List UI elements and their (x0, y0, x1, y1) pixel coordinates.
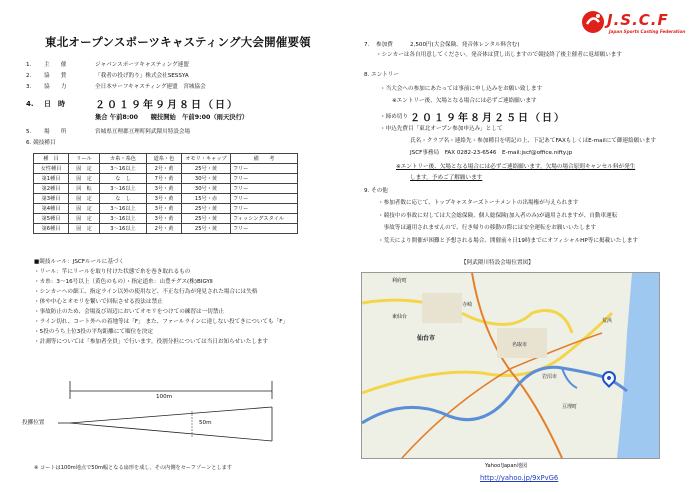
map-place: 荒浜 (602, 318, 613, 324)
map-title: 【阿武隈川特設会場位置図】 (461, 260, 534, 266)
item-3-label: 協 力 (44, 84, 67, 90)
logo-subtitle: Japan Sports Casting Federation (609, 29, 686, 34)
cell: フリー (231, 194, 298, 204)
cell: フィッシングスタイル (231, 214, 298, 224)
event-schedule: 集合 午前8:00 競技開始 午前9:00（雨天決行） (95, 114, 249, 121)
cell: フリー (231, 184, 298, 194)
cell: 15号・赤 (182, 194, 231, 204)
rules-title: ■競技ルール：JSCFルールに基づく (34, 259, 125, 265)
table-row (34, 194, 298, 204)
item-3-value: 全日本サーフキャスティング連盟 宮城協会 (95, 84, 206, 90)
event-date: ２０１９年９月８日（日） (95, 100, 239, 111)
cell: 固 定 (69, 194, 100, 204)
cell: 固 定 (69, 214, 100, 224)
cell: 3～16以上 (100, 214, 147, 224)
date-num: 4. (26, 100, 34, 108)
map-place: 寺崎 (462, 302, 473, 308)
map-link[interactable]: http://yahoo.jp/9xPvG6 (480, 474, 559, 482)
cell: 回 転 (69, 184, 100, 194)
rule-item: ・計測等については「参加者全員」で行います。役割分担については当日お知らせいたします (34, 339, 269, 345)
other-note: ・荒天により開催が困難と予想される場合、開催前々日19時までにオフィシャルHP等に掲載いたします (378, 238, 639, 244)
cell: な し (100, 174, 147, 184)
entry-note: ・当大会への参加にあたっては事前に申し込みをお願い致します (380, 86, 543, 92)
cell: 3号・黄 (147, 184, 182, 194)
table-row (34, 174, 298, 184)
cell: フリー (231, 174, 298, 184)
map-place: 仙台市 (417, 335, 436, 342)
rule-item: ・シンカーへの細工、指定ライン以外の使用など、不正な行為が発見された場合には失格 (34, 289, 258, 295)
cell: 2号・黄 (147, 164, 182, 174)
cell: 固 定 (69, 204, 100, 214)
cell: 第1種目 (34, 174, 69, 184)
table-row (34, 224, 298, 234)
jscf-logo (579, 8, 691, 42)
cell: 3～16以上 (100, 224, 147, 234)
events-heading: 6. 競技種目 (26, 140, 56, 146)
cell: 3～16以上 (100, 164, 147, 174)
apply-line: 氏名・クラブ名・連絡先・参加種目を明記の上、下記あてFAXもしくはE-mailにて御連絡願います (410, 138, 657, 144)
item-3-num: 3. (26, 84, 32, 90)
page-title: 東北オープンスポーツキャスティング大会開催要領 (45, 35, 311, 49)
cell: 25号・黄 (182, 164, 231, 174)
cell: 女性種目 (34, 164, 69, 174)
cancel-note: ※エントリー後、欠場となる場合には必ずご連絡願います。欠場の場合原則キャンセル料が発生 (396, 164, 636, 170)
th-event: 種 目 (34, 154, 69, 164)
th-line: 道糸・色 (147, 154, 182, 164)
cell: 7号・黄 (147, 174, 182, 184)
item-2-num: 2. (26, 73, 32, 79)
cell: 第3種目 (34, 194, 69, 204)
cancel-note: します。予めご了解願います (410, 175, 483, 181)
deadline-label: ・締め切り (380, 114, 408, 120)
rule-item: ・5投のうち上位3投の平均距離にて順位を決定 (34, 329, 153, 335)
entry-note: ※エントリー後、欠場となる場合には必ずご連絡願います (392, 98, 537, 104)
date-label: 日 時 (44, 100, 65, 108)
item-2-label: 協 賛 (44, 73, 67, 79)
fee-value: 2,500円(大会保険、発音体レンタル料含む) (410, 42, 520, 48)
map-place: 亘理町 (562, 404, 578, 410)
apply-heading: ・申込先費目「東北オープン参加申込み」として (380, 126, 503, 132)
logo-text: J.S.C.F (607, 11, 669, 29)
table-row (34, 214, 298, 224)
map-caption: Yahoo!Japan地図 (485, 463, 528, 469)
cell: 第5種目 (34, 214, 69, 224)
fee-label: 参加費 (376, 42, 393, 48)
rule-item: ・ライン切れ、コート外への着地等は「F」 また、ファールラインに達しない投てきについても「F」 (34, 319, 289, 325)
diagram-position-label: 投擲位置 (22, 420, 45, 426)
item-1-num: 1. (26, 62, 32, 68)
cell: 30号・黄 (182, 184, 231, 194)
other-heading: 9. その他 (364, 188, 388, 194)
cell: 30号・黄 (182, 174, 231, 184)
map-place: 名取市 (512, 342, 528, 348)
cell: 3号・黄 (147, 194, 182, 204)
th-leader: カ糸・糸色 (100, 154, 147, 164)
cell: 3～16以上 (100, 184, 147, 194)
item-2-value: 「我者の投げ釣り」株式会社SESSYA (95, 73, 189, 79)
apply-contact: JSCF事務局 FAX 0282-23-6546 E-mail:jscf@office.nifty.jp (410, 150, 573, 156)
deadline-value: ２０１９年８月２５日（日） (410, 113, 566, 124)
table-row (34, 184, 298, 194)
court-diagram (22, 379, 340, 457)
cell: 固 定 (69, 164, 100, 174)
cell: フリー (231, 204, 298, 214)
th-reel: リール (69, 154, 100, 164)
other-note: 事故等は適用されませんので、行き帰りの移動の際には安全運転をお願いいたします (378, 225, 597, 231)
cell: 固 定 (69, 174, 100, 184)
diagram-distance-label: 100m (156, 394, 173, 400)
cell: 25号・黄 (182, 224, 231, 234)
cell: 3号・黄 (147, 204, 182, 214)
map-place: 岩沼市 (542, 374, 558, 380)
th-sinker: オモリ・キャップ (182, 154, 231, 164)
venue-map[interactable] (361, 272, 660, 459)
table-row (34, 164, 298, 174)
cell: 第2種目 (34, 184, 69, 194)
cell: フリー (231, 224, 298, 234)
court-diagram-lines (22, 379, 340, 457)
cell: フリー (231, 164, 298, 174)
rule-item: ・カ糸：3～16号以上（黄色のもの）・指定道糸：山豊テグス(株)BIGYⅡ (34, 279, 213, 285)
table-header-row (34, 154, 298, 164)
cell: 3～16以上 (100, 204, 147, 214)
cell: 第6種目 (34, 224, 69, 234)
rule-item: ・体や中心とオモリを繋いで回転させる投法は禁止 (34, 299, 163, 305)
cell: 25号・黄 (182, 204, 231, 214)
diagram-width-label: 50m (199, 420, 212, 426)
th-notes: 備 考 (231, 154, 298, 164)
rule-item: ・事故防止のため、会場及び周辺においてオモリをつけての練習は一切禁止 (34, 309, 224, 315)
item-1-label: 主 催 (44, 62, 67, 68)
table-row (34, 204, 298, 214)
venue-label: 場 所 (44, 129, 67, 135)
fee-note: ・シンカーは各自用意してください。発音体は貸し出しますので競技終了後主催者に返却願います (376, 52, 622, 58)
cell: 25号・黄 (182, 214, 231, 224)
fee-num: 7. (364, 42, 370, 48)
other-note: ・競技中の事故に対しては大会総保険、個人総保険(加入者のみ)が適用されますが、自動車運転 (378, 213, 618, 219)
cell: 固 定 (69, 224, 100, 234)
other-note: ・参加者数に応じて、トップキャスターズトーナメントの出場権が与えられます (378, 200, 579, 206)
court-footnote: ※ コートは100m地点で50m幅となる扇形を成し、その内側をセーフゾーンとします (34, 465, 233, 471)
map-place: 利府町 (392, 278, 408, 284)
map-place: 東仙台 (392, 314, 408, 320)
cell: な し (100, 194, 147, 204)
cell: 2号・黄 (147, 224, 182, 234)
item-1-value: ジャパンスポーツキャスティング連盟 (95, 62, 189, 68)
map-graphic (362, 273, 659, 458)
entry-heading: 8. エントリー (364, 72, 400, 78)
cell: 第4種目 (34, 204, 69, 214)
rule-item: ・リール：竿にリールを取り付けた状態で糸を巻き取れるもの (34, 269, 191, 275)
cell: 3号・黄 (147, 214, 182, 224)
venue-value: 宮城県亘理郡亘理町阿武隈川特設会場 (95, 129, 191, 135)
events-table (33, 153, 298, 234)
venue-num: 5. (26, 129, 32, 135)
